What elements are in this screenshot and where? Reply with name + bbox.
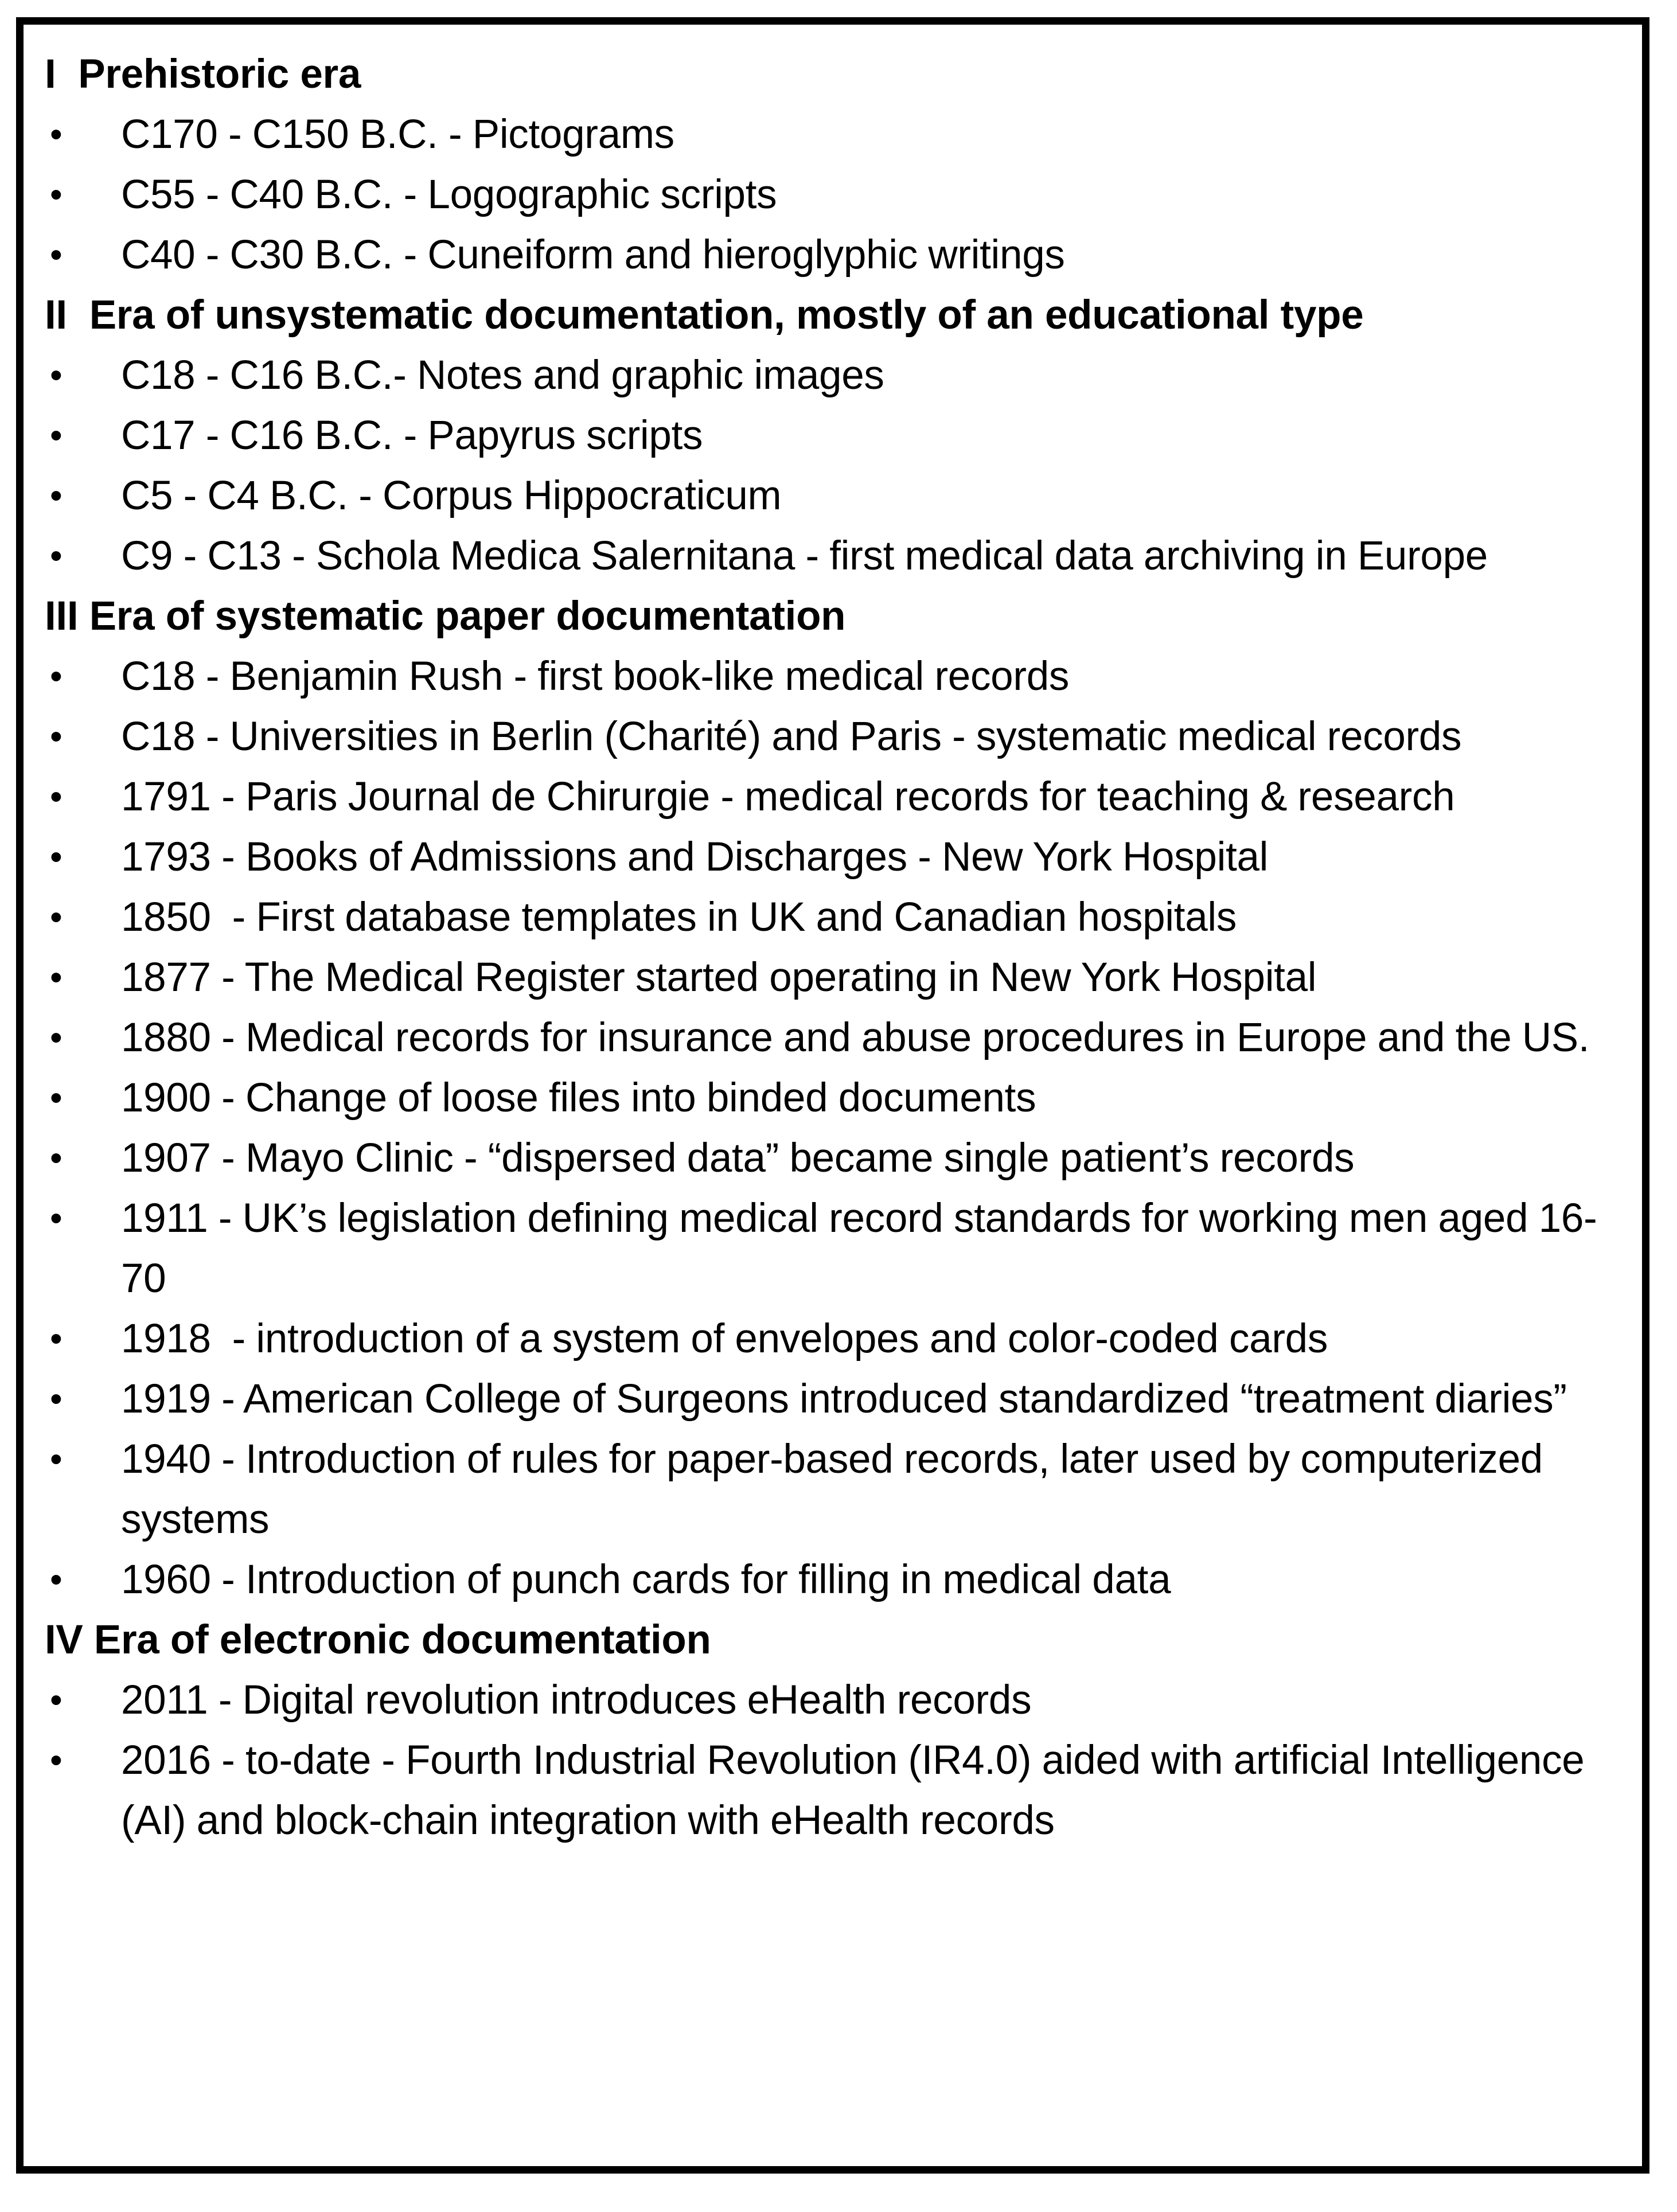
section-heading-label: Era of unsystematic documentation, mostly of an educational type <box>89 292 1364 338</box>
figure-border-frame <box>16 17 1649 2174</box>
list-item-text: C18 - Universities in Berlin (Charité) and Paris - systematic medical records <box>121 714 1462 759</box>
list-item <box>45 345 1631 405</box>
bullet-icon: • <box>50 536 63 576</box>
list-item <box>45 1188 1631 1309</box>
list-item <box>45 225 1631 285</box>
bullet-icon: • <box>50 1560 63 1599</box>
section-numeral-gap <box>67 285 89 345</box>
section-heading-label: Era of systematic paper documentation <box>89 594 846 639</box>
bullet-icon: • <box>50 1199 63 1238</box>
bullet-icon: • <box>50 1078 63 1118</box>
list-item-text: 1911 - UK’s legislation defining medical record standards for working men aged 16-70 <box>121 1196 1597 1301</box>
bullet-icon: • <box>50 717 63 756</box>
list-item-text: C18 - C16 B.C.- Notes and graphic images <box>121 353 884 398</box>
list-item <box>45 1068 1631 1128</box>
bullet-icon: • <box>50 1379 63 1419</box>
section-numeral-gap <box>78 586 89 646</box>
list-item-text: 1791 - Paris Journal de Chirurgie - medical records for teaching & research <box>121 774 1455 820</box>
list-item <box>45 1128 1631 1188</box>
list-item-text: 1940 - Introduction of rules for paper-based records, later used by computerized systems <box>121 1437 1554 1542</box>
section-heading <box>45 44 1631 104</box>
list-item <box>45 707 1631 767</box>
list-item <box>45 1008 1631 1068</box>
bullet-icon: • <box>50 777 63 817</box>
section-heading <box>45 1610 1631 1670</box>
list-item-text: 1919 - American College of Surgeons introduced standardized “treatment diaries” <box>121 1376 1567 1422</box>
bullet-icon: • <box>50 837 63 877</box>
bullet-icon: • <box>50 356 63 395</box>
bullet-icon: • <box>50 416 63 455</box>
section-numeral: III <box>45 594 79 639</box>
section-heading <box>45 586 1631 646</box>
bullet-icon: • <box>50 898 63 937</box>
list-item-text: 1907 - Mayo Clinic - “dispersed data” became single patient’s records <box>121 1136 1355 1181</box>
section-numeral-gap <box>56 44 78 104</box>
list-item <box>45 646 1631 707</box>
bullet-icon: • <box>50 1319 63 1359</box>
section-numeral: II <box>45 292 67 338</box>
section-heading <box>45 285 1631 345</box>
list-item <box>45 405 1631 466</box>
list-item <box>45 1670 1631 1730</box>
bullet-icon: • <box>50 1741 63 1780</box>
list-item <box>45 947 1631 1008</box>
list-item-text: 2011 - Digital revolution introduces eHealth records <box>121 1677 1032 1723</box>
list-item-text: 1793 - Books of Admissions and Discharges - New York Hospital <box>121 834 1269 880</box>
bullet-icon: • <box>50 958 63 997</box>
list-item-text: 1960 - Introduction of punch cards for filling in medical data <box>121 1557 1171 1602</box>
list-item <box>45 104 1631 165</box>
list-item-text: 1900 - Change of loose files into binded documents <box>121 1075 1036 1121</box>
list-item <box>45 887 1631 947</box>
list-item <box>45 1369 1631 1429</box>
list-item-text: 1918 - introduction of a system of envelopes and color-coded cards <box>121 1316 1328 1361</box>
list-item-text: 1850 - First database templates in UK and Canadian hospitals <box>121 895 1237 940</box>
bullet-icon: • <box>50 1138 63 1178</box>
list-item-text: C5 - C4 B.C. - Corpus Hippocraticum <box>121 473 782 518</box>
list-item <box>45 526 1631 586</box>
bullet-icon: • <box>50 235 63 275</box>
bullet-icon: • <box>50 175 63 214</box>
bullet-icon: • <box>50 1439 63 1479</box>
list-item-text: 1877 - The Medical Register started operating in New York Hospital <box>121 955 1317 1000</box>
list-item <box>45 1309 1631 1369</box>
list-item <box>45 767 1631 827</box>
timeline-list-content <box>24 25 1642 1851</box>
list-item-text: C9 - C13 - Schola Medica Salernitana - first medical data archiving in Europe <box>121 533 1488 579</box>
section-heading-label: Era of electronic documentation <box>93 1617 711 1663</box>
section-numeral: I <box>45 52 56 97</box>
list-item <box>45 1550 1631 1610</box>
section-numeral-gap <box>83 1610 93 1670</box>
bullet-icon: • <box>50 1018 63 1058</box>
list-item-text: 1880 - Medical records for insurance and abuse procedures in Europe and the US. <box>121 1015 1590 1060</box>
list-item <box>45 1730 1631 1851</box>
section-numeral: IV <box>45 1617 83 1663</box>
list-item <box>45 466 1631 526</box>
list-item-text: C17 - C16 B.C. - Papyrus scripts <box>121 413 703 458</box>
list-item <box>45 827 1631 887</box>
bullet-icon: • <box>50 115 63 154</box>
bullet-icon: • <box>50 657 63 696</box>
list-item-text: C55 - C40 B.C. - Logographic scripts <box>121 172 777 217</box>
list-item <box>45 1429 1631 1550</box>
list-item-text: C170 - C150 B.C. - Pictograms <box>121 112 674 157</box>
bullet-icon: • <box>50 476 63 516</box>
list-item <box>45 165 1631 225</box>
section-heading-label: Prehistoric era <box>78 52 361 97</box>
list-item-text: C40 - C30 B.C. - Cuneiform and hieroglyphic writings <box>121 232 1065 278</box>
bullet-icon: • <box>50 1680 63 1720</box>
list-item-text: C18 - Benjamin Rush - first book-like medical records <box>121 654 1070 699</box>
list-item-text: 2016 - to-date - Fourth Industrial Revolution (IR4.0) aided with artificial Intelligence (AI) and block-chain integration with eHealth records <box>121 1738 1595 1843</box>
